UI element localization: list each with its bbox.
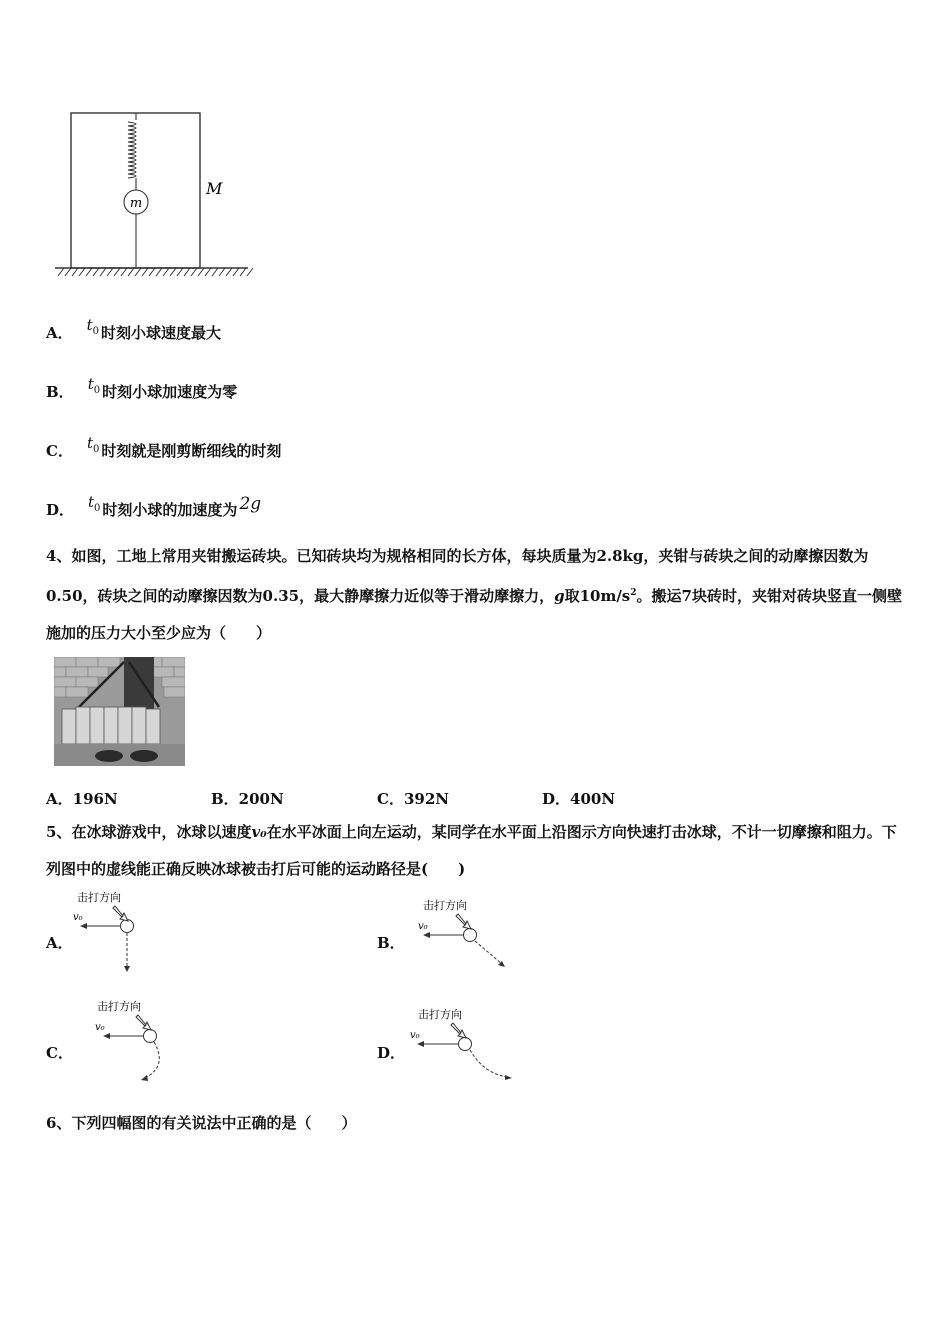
q5-option-d: D． <box>377 1044 406 1062</box>
diagram-b <box>410 896 520 976</box>
v0-label: v₀ <box>73 912 83 923</box>
diagram-a <box>70 888 170 978</box>
spring-mass-figure <box>50 108 260 283</box>
brick-clamp-photo <box>54 657 185 766</box>
hit-direction-label: 击打方向 <box>97 1000 141 1013</box>
q4-option-c: C．392N <box>377 790 449 808</box>
q5-option-a: A． <box>46 934 73 952</box>
option-a: A． $t_0$ 时刻小球速度最大 <box>46 316 222 342</box>
t0-symbol: $t_0$ <box>87 375 101 396</box>
q5-option-c: C． <box>46 1044 73 1062</box>
t0-symbol: $t_0$ <box>88 493 101 514</box>
q4-option-b: B．200N <box>211 790 284 808</box>
option-d: D． $t_0$ 时刻小球的加速度为 2g <box>46 493 262 519</box>
mass-label: m <box>129 196 143 211</box>
q4-option-a: A．196N <box>46 790 118 808</box>
hit-direction-label: 击打方向 <box>418 1008 462 1021</box>
v0-label: v₀ <box>95 1022 105 1033</box>
t0-symbol: $t_0$ <box>86 316 100 337</box>
question-5: 5、在冰球游戏中，冰球以速度v₀在水平冰面上向左运动，某同学在水平面上沿图示方向快速打击冰球，不计一切摩擦和阻力。下列图中的虚线能正确反映冰球被击打后可能的运动路径是( ) <box>46 823 897 878</box>
box-label: M <box>206 179 223 198</box>
hit-direction-label: 击打方向 <box>77 891 121 904</box>
v0-label: v₀ <box>418 921 428 932</box>
diagram-d <box>406 1004 521 1084</box>
q4-option-d: D．400N <box>542 790 616 808</box>
diagram-c <box>90 996 190 1086</box>
option-c: C． $t_0$ 时刻就是刚剪断细线的时刻 <box>46 434 282 460</box>
question-6: 6、下列四幅图的有关说法中正确的是（ ） <box>46 1114 357 1132</box>
t0-symbol: $t_0$ <box>86 434 100 455</box>
hit-direction-label: 击打方向 <box>423 899 467 912</box>
question-4: 4、如图，工地上常用夹钳搬运砖块。已知砖块均为规格相同的长方体，每块质量为2.8kg，夹钳与砖块之间的动摩擦因数为0.50，砖块之间的动摩擦因数为0.35，最大静摩擦力近似等于滑动摩擦力，g取$10m/s^2$。搬运7块砖时，夹钳对砖块竖直一侧壁施加的压力大小至少应为（ ） <box>46 547 902 642</box>
option-b: B． $t_0$ 时刻小球加速度为零 <box>46 375 238 401</box>
q5-option-b: B． <box>377 934 405 952</box>
v0-label: v₀ <box>410 1030 420 1041</box>
